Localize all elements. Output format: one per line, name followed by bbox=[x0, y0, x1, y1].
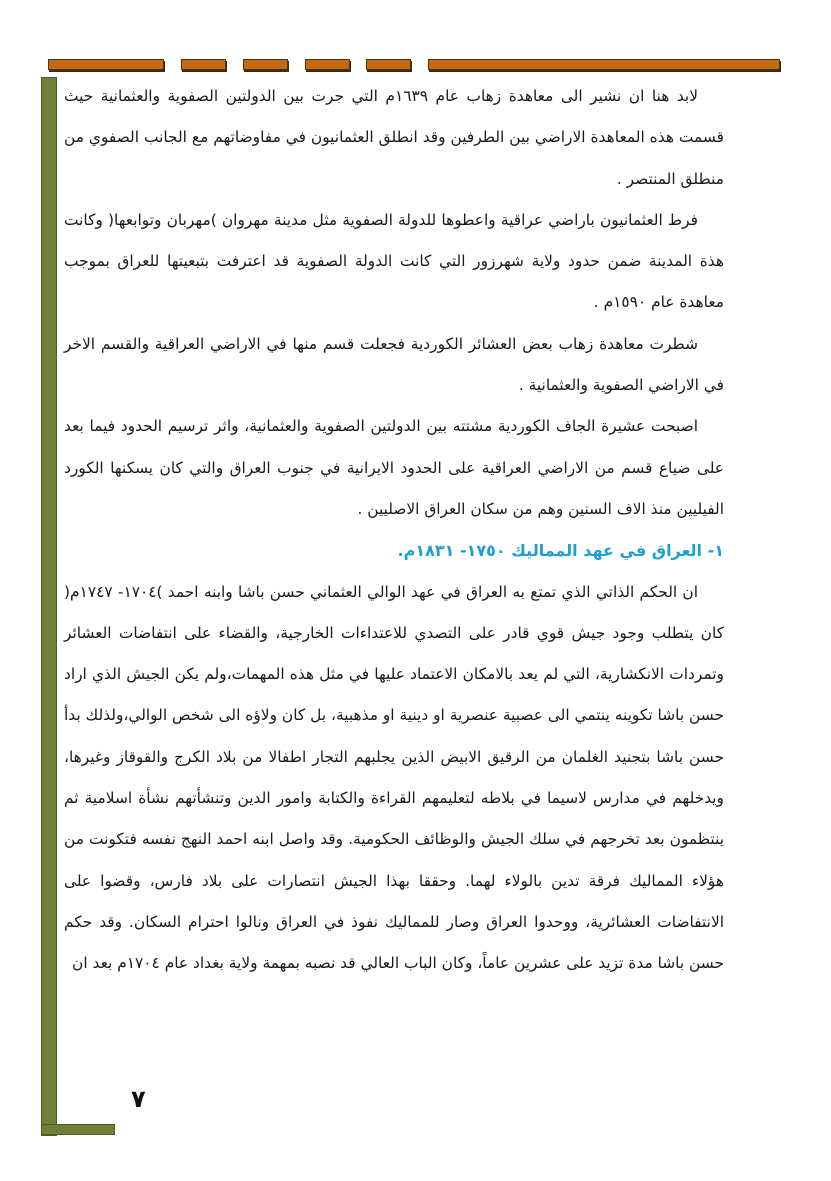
section-heading: ١- العراق في عهد المماليك ١٧٥٠- ١٨٣١م. bbox=[397, 541, 724, 561]
article-body bbox=[64, 76, 724, 985]
border-dash bbox=[181, 59, 226, 70]
border-dash bbox=[428, 59, 780, 70]
top-dashed-border bbox=[48, 59, 778, 72]
paragraph-mamluk-era: ان الحكم الذاتي الذي تمتع به العراق في عهد الوالي العثماني حسن باشا وابنه احمد )١٧٠٤- ١٧٤٧م( كان يتطلب وجود جيش قوي قادر على التصدي للاعتداءات الخارجية، والقضاء على انتفاضات العشائر وتمردات الانكشارية، التي لم يعد بالامكان الاعتماد عليها في مثل هذه المهمات،ولم يكن الجيش الذي اراد حسن باشا تكوينه ينتمي الى عصبية عنصرية او دينية او مذهبية، بل كان ولاؤه الى شخص الوالي،ولذلك بدأ حسن باشا بتجنيد الغلمان من الرقيق الابيض الذين يجلبهم التجار اطفالا من بلاد الكرج والقوقاز وغيرها، ويدخلهم في مدارس لاسيما في بلاطه لتعليمهم القراءة والكتابة وامور الدين وتنشأتهم نشأة اسلامية ثم ينتظمون بعد تخرجهم في سلك الجيش والوظائف الحكومية. وقد واصل ابنه احمد النهج نفسه فتكونت من هؤلاء المماليك فرقة تدين بالولاء لهما. وحققا بهذا الجيش انتصارات على بلاد فارس، وقضوا على الانتفاضات العشائرية، ووحدوا العراق وصار للمماليك نفوذ في العراق ونالوا احترام السكان. وقد حكم حسن باشا مدة تزيد على عشرين عاماً، وكان الباب العالي قد نصبه بمهمة ولاية بغداد عام ١٧٠٤م بعد ان bbox=[64, 582, 724, 973]
page-number: ٧ bbox=[131, 1085, 146, 1113]
border-dash bbox=[243, 59, 288, 70]
paragraph-zuhab-treaty: لابد هنا ان نشير الى معاهدة زهاب عام ١٦٣٩م التي جرت بين الدولتين الصفوية والعثمانية حيث قسمت هذه المعاهدة الاراضي بين الطرفين وقد انطلق العثمانيون في مفاوضاتهم مع الجانب الصفوي من منطلق المنتصر . bbox=[64, 87, 724, 188]
border-dash bbox=[48, 59, 164, 70]
border-dash bbox=[366, 59, 411, 70]
bottom-border-stub bbox=[41, 1124, 115, 1135]
paragraph-mehran-city: فرط العثمانيون باراضي عراقية واعطوها للدولة الصفوية مثل مدينة مهروان )مهربان وتوابعها( وكانت هذة المدينة ضمن حدود ولاية شهرزور التي كانت الدولة الصفوية قد اعترفت بتبعيتها للعراق بموجب معاهدة عام ١٥٩٠م . bbox=[64, 210, 724, 312]
border-dash bbox=[305, 59, 350, 70]
paragraph-kurdish-tribes: شطرت معاهدة زهاب بعض العشائر الكوردية فجعلت قسم منها في الاراضي العراقية والقسم الاخر في الاراضي الصفوية والعثمانية . bbox=[64, 334, 724, 395]
paragraph-jaf-tribe: اصبحت عشيرة الجاف الكوردية مشتته بين الدولتين الصفوية والعثمانية، واثر ترسيم الحدود فيما بعد على ضياع قسم من الاراضي العراقية على الحدود الايرانية في جنوب العراق والتي كان يسكنها الكورد الفيليين منذ الاف السنين وهم من سكان العراق الاصليين . bbox=[64, 417, 724, 518]
left-vertical-border bbox=[41, 77, 57, 1136]
